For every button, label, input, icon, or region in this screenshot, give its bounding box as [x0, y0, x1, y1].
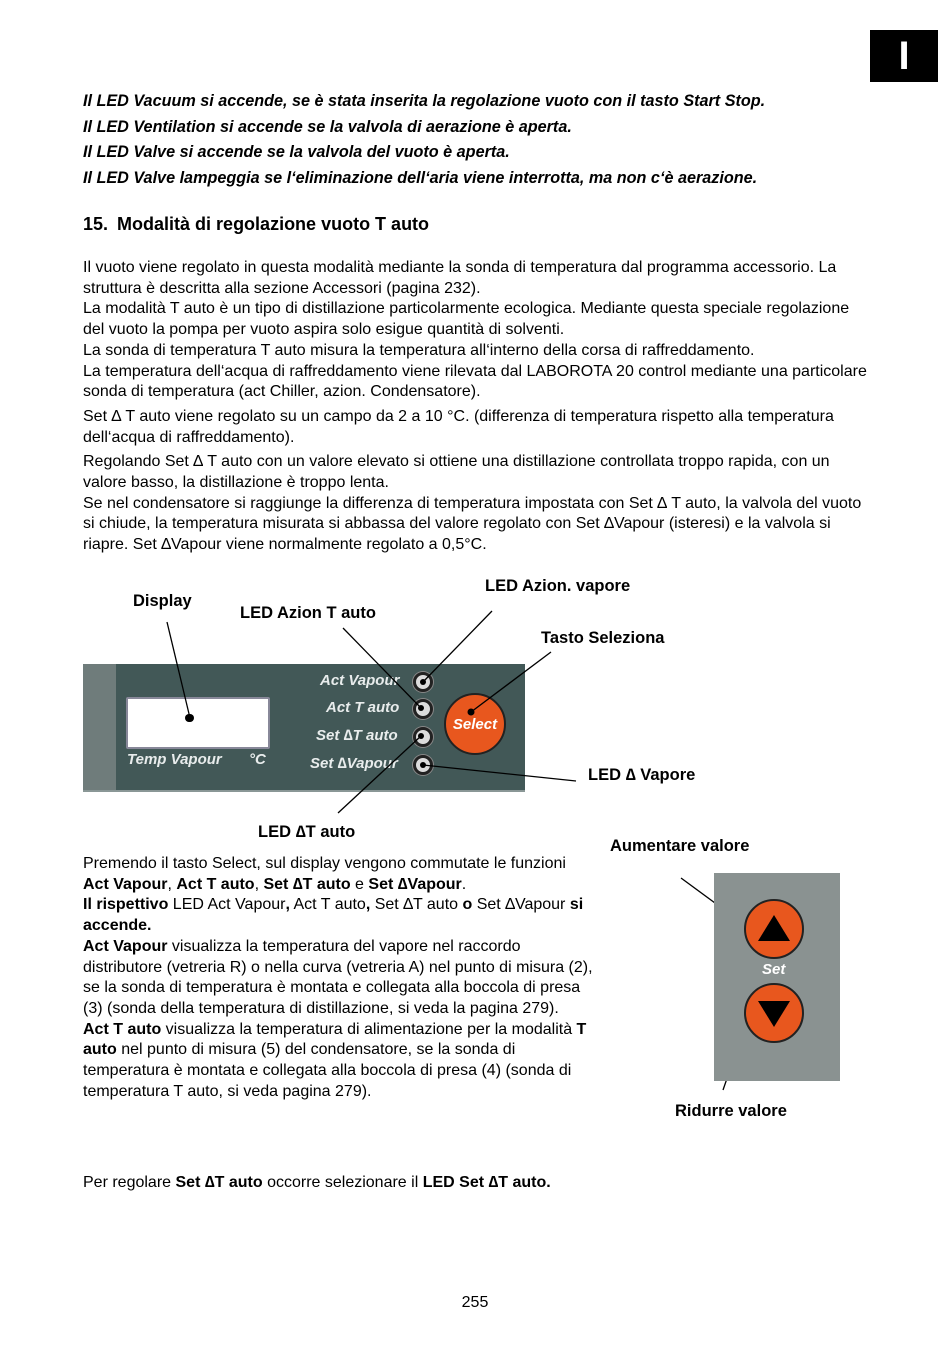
- paragraph: Il vuoto viene regolato in questa modalità mediante la sonda di temperatura dal programma accessorio. La struttura è descritta alla sezione Accessori (pagina 232).: [83, 259, 837, 297]
- tab-letter: I: [898, 33, 910, 78]
- triangle-down-icon: [746, 985, 802, 1041]
- led-note: Il LED Valve lampeggia se l‘eliminazione dell‘aria viene interrotta, ma non c‘è aerazione.: [83, 169, 758, 188]
- page-number: 255: [461, 1294, 489, 1311]
- leader-led-azion-vapore: [423, 611, 492, 682]
- paragraph-select-functions: Premendo il tasto Select, sul display vengono commutate le funzioni Act Vapour, Act T auto, Set ∆T auto e Set ∆Vapour.: [83, 855, 566, 893]
- led-note: Il LED Valve si accende se la valvola del vuoto è aperta.: [83, 143, 510, 162]
- leader-dot-led-delta-t-auto: [418, 733, 424, 739]
- leader-dot-led-azion-t-auto: [418, 705, 424, 711]
- paragraph: La modalità T auto è un tipo di distillazione particolarmente ecologica. Mediante questa speciale regolazione del vuoto la pompa per vuoto aspira solo esigue quantità di solventi.: [83, 300, 850, 339]
- section-number: 15.: [83, 214, 109, 234]
- leader-display: [167, 622, 190, 718]
- callout-led-azion-t-auto: LED Azion T auto: [240, 604, 376, 622]
- unit-label: °C: [249, 751, 266, 768]
- paragraph: La temperatura dell‘acqua di raffreddamento viene rilevata dal LABOROTA 20 control mediante una particolare sonda di temperatura (act Chiller, azion. Condensatore).: [83, 362, 867, 401]
- callout-led-delta-vapore: LED ∆ Vapore: [588, 766, 696, 784]
- paragraph-act-t-auto: Act T auto visualizza la temperatura di alimentazione per la modalità T auto nel punto di misura (5) del condensatore, se la sonda di temperatura è montata e collegata alla boccola di presa (4) (sonda di temperatura T auto, si veda pagina 279).: [83, 1020, 587, 1100]
- leader-dot-led-delta-vapore: [420, 762, 426, 768]
- leader-led-azion-t-auto: [343, 628, 421, 708]
- leader-dot-led-azion-vapore: [420, 679, 426, 685]
- callout-display: Display: [133, 592, 192, 610]
- leader-led-delta-vapore: [423, 765, 576, 781]
- paragraph: Set ∆ T auto viene regolato su un campo da 2 a 10 °C. (differenza di temperatura rispetto alla temperatura dell‘acqua di raffreddamento).: [83, 407, 834, 446]
- paragraph: Regolando Set ∆ T auto con un valore elevato si ottiene una distillazione controllata troppo rapida, con un valore basso, la distillazione è troppo lenta.: [83, 453, 830, 492]
- callout-led-delta-t-auto: LED ∆T auto: [258, 823, 356, 841]
- paragraph-led-lights: Il rispettivo LED Act Vapour, Act T auto, Set ∆T auto o Set ∆Vapour si accende.: [83, 896, 584, 935]
- leader-tasto-seleziona: [471, 652, 551, 712]
- temp-vapour-label: Temp Vapour: [127, 751, 222, 768]
- led-note: Il LED Vacuum si accende, se è stata inserita la regolazione vuoto con il tasto Start Stop.: [83, 92, 766, 110]
- triangle-up-icon: [746, 901, 802, 957]
- paragraph: La sonda di temperatura T auto misura la temperatura all‘interno della corsa di raffreddamento.: [83, 341, 755, 359]
- section-title: Modalità di regolazione vuoto T auto: [117, 214, 430, 234]
- lower-text: [83, 854, 593, 1102]
- led-note: Il LED Ventilation si accende se la valvola di aerazione è aperta.: [83, 117, 572, 136]
- leader-dot-tasto-seleziona: [468, 709, 475, 716]
- callout-led-azion-vapore: LED Azion. vapore: [485, 577, 631, 595]
- set-panel: [714, 873, 840, 1081]
- act-vapour-label: Act Vapour: [320, 672, 400, 689]
- final-instruction: Per regolare Set ∆T auto occorre selezionare il LED Set ∆T auto.: [83, 1174, 551, 1191]
- select-button-label: Select: [452, 715, 498, 733]
- paragraph: Se nel condensatore si raggiunge la differenza di temperatura impostata con Set ∆ T auto, la valvola del vuoto si chiude, la temperatura misurata si abbassa del valore regolato con Set ∆Vapour (isteresi) e la valvola si riapre. Set ∆Vapour viene normalmente regolato a 0,5°C.: [83, 494, 862, 554]
- act-t-auto-label: Act T auto: [326, 699, 400, 716]
- increase-button[interactable]: [744, 899, 804, 959]
- callout-aumentare: Aumentare valore: [610, 837, 750, 855]
- leader-led-delta-t-auto: [338, 736, 421, 813]
- set-label: Set: [762, 961, 786, 978]
- set-dvapour-label: Set ∆Vapour: [310, 755, 398, 772]
- callout-ridurre: Ridurre valore: [675, 1102, 787, 1120]
- leader-dot-display: [186, 714, 194, 722]
- set-dt-auto-label: Set ∆T auto: [316, 727, 398, 744]
- paragraph-act-vapour: Act Vapour visualizza la temperatura del vapore nel raccordo distributore (vetreria R) o nella curva (vetreria A) nel punto di misura (2), se la sonda di temperatura è montata e collegata alla boccola di presa (3) (sonda della temperatura di distillazione, si veda la pagina 279).: [83, 937, 593, 1017]
- callout-tasto-seleziona: Tasto Seleziona: [541, 629, 665, 647]
- decrease-button[interactable]: [744, 983, 804, 1043]
